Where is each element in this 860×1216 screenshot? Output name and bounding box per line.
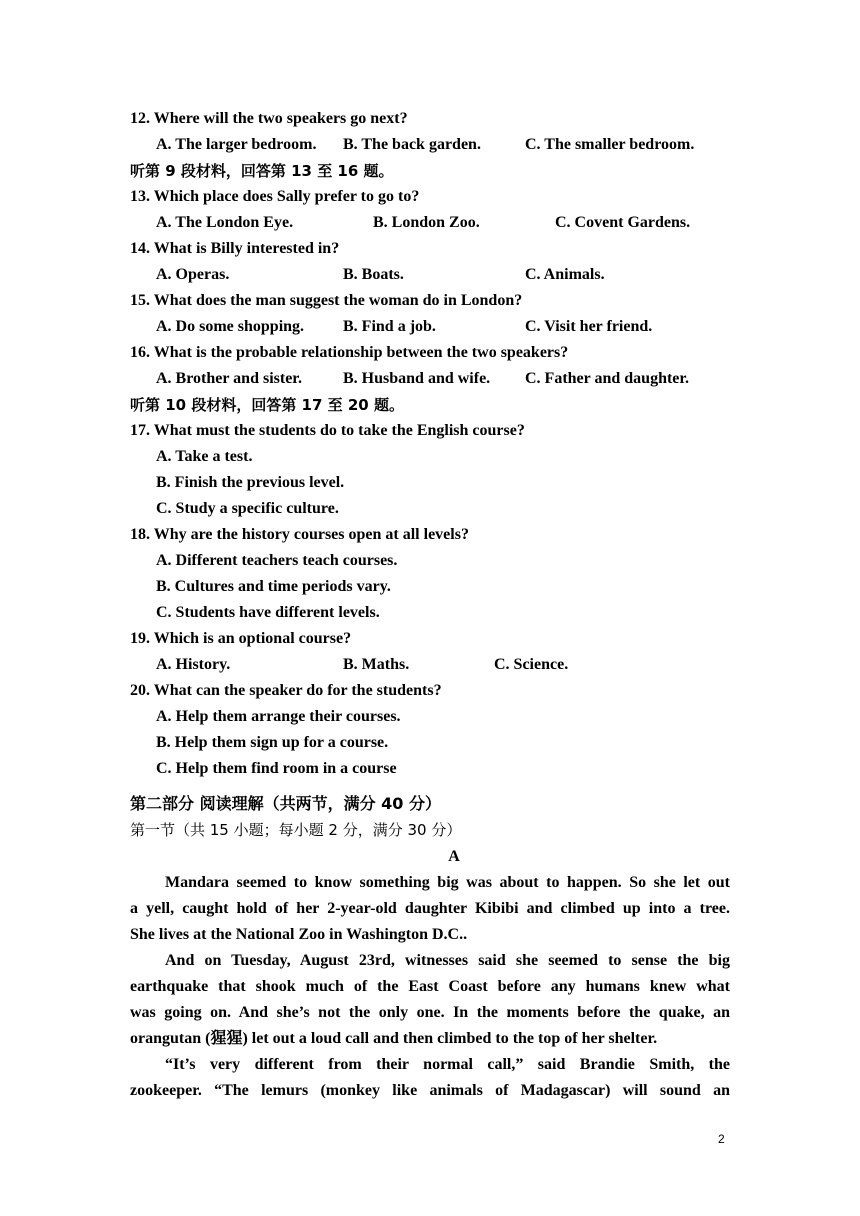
paragraph-line: was going on. And she’s not the only one. In the moments before the quake, an	[130, 1004, 730, 1021]
section-note-passage10: 听第 10 段材料，回答第 17 至 20 题。	[130, 396, 404, 414]
paragraph-line: Mandara seemed to know something big was about to happen. So she let out	[165, 874, 730, 891]
option-18b: B. Cultures and time periods vary.	[156, 578, 391, 595]
option-12c: C. The smaller bedroom.	[525, 136, 695, 153]
passage-paragraph-1	[130, 870, 730, 948]
option-13b: B. London Zoo.	[373, 214, 480, 231]
option-17b: B. Finish the previous level.	[156, 474, 345, 491]
question-16: 16. What is the probable relationship between the two speakers?	[130, 344, 569, 361]
question-20: 20. What can the speaker do for the students?	[130, 682, 442, 699]
question-19: 19. Which is an optional course?	[130, 630, 352, 647]
passage-label: A	[448, 848, 460, 865]
option-15c: C. Visit her friend.	[525, 318, 653, 335]
passage-paragraph-2	[130, 948, 730, 1052]
question-13: 13. Which place does Sally prefer to go to?	[130, 188, 420, 205]
option-12a: A. The larger bedroom.	[156, 136, 317, 153]
option-14b: B. Boats.	[343, 266, 404, 283]
paragraph-line: zookeeper. “The lemurs (monkey like animals of Madagascar) will sound an	[130, 1082, 730, 1099]
paragraph-line: a yell, caught hold of her 2-year-old daughter Kibibi and climbed up into a tree.	[130, 900, 730, 917]
option-18c: C. Students have different levels.	[156, 604, 380, 621]
option-17c: C. Study a specific culture.	[156, 500, 339, 517]
question-12: 12. Where will the two speakers go next?	[130, 110, 408, 127]
paragraph-line: “It’s very different from their normal call,” said Brandie Smith, the	[165, 1056, 730, 1073]
paragraph-line: orangutan (猩猩) let out a loud call and then climbed to the top of her shelter.	[130, 1030, 658, 1047]
question-17: 17. What must the students do to take the English course?	[130, 422, 525, 439]
option-14a: A. Operas.	[156, 266, 230, 283]
question-18: 18. Why are the history courses open at all levels?	[130, 526, 469, 543]
part2-heading: 第二部分 阅读理解（共两节，满分 40 分）	[130, 794, 441, 813]
option-12b: B. The back garden.	[343, 136, 481, 153]
option-13a: A. The London Eye.	[156, 214, 294, 231]
option-17a: A. Take a test.	[156, 448, 253, 465]
paragraph-line: earthquake that shook much of the East Coast before any humans knew what	[130, 978, 730, 995]
option-19b: B. Maths.	[343, 656, 410, 673]
question-14: 14. What is Billy interested in?	[130, 240, 340, 257]
option-13c: C. Covent Gardens.	[555, 214, 691, 231]
option-15b: B. Find a job.	[343, 318, 436, 335]
paragraph-line: She lives at the National Zoo in Washington D.C..	[130, 926, 468, 943]
question-15: 15. What does the man suggest the woman do in London?	[130, 292, 523, 309]
option-20b: B. Help them sign up for a course.	[156, 734, 389, 751]
option-20c: C. Help them find room in a course	[156, 760, 397, 777]
option-16c: C. Father and daughter.	[525, 370, 690, 387]
option-19c: C. Science.	[494, 656, 569, 673]
passage-paragraph-3	[130, 1052, 730, 1104]
option-18a: A. Different teachers teach courses.	[156, 552, 398, 569]
option-16a: A. Brother and sister.	[156, 370, 302, 387]
option-20a: A. Help them arrange their courses.	[156, 708, 401, 725]
section-note-passage9: 听第 9 段材料，回答第 13 至 16 题。	[130, 162, 394, 180]
option-14c: C. Animals.	[525, 266, 605, 283]
option-19a: A. History.	[156, 656, 231, 673]
option-16b: B. Husband and wife.	[343, 370, 491, 387]
option-15a: A. Do some shopping.	[156, 318, 305, 335]
part2-subheading: 第一节（共 15 小题；每小题 2 分，满分 30 分）	[130, 821, 462, 839]
page-number: 2	[718, 1132, 725, 1146]
paragraph-line: And on Tuesday, August 23rd, witnesses said she seemed to sense the big	[165, 952, 730, 969]
